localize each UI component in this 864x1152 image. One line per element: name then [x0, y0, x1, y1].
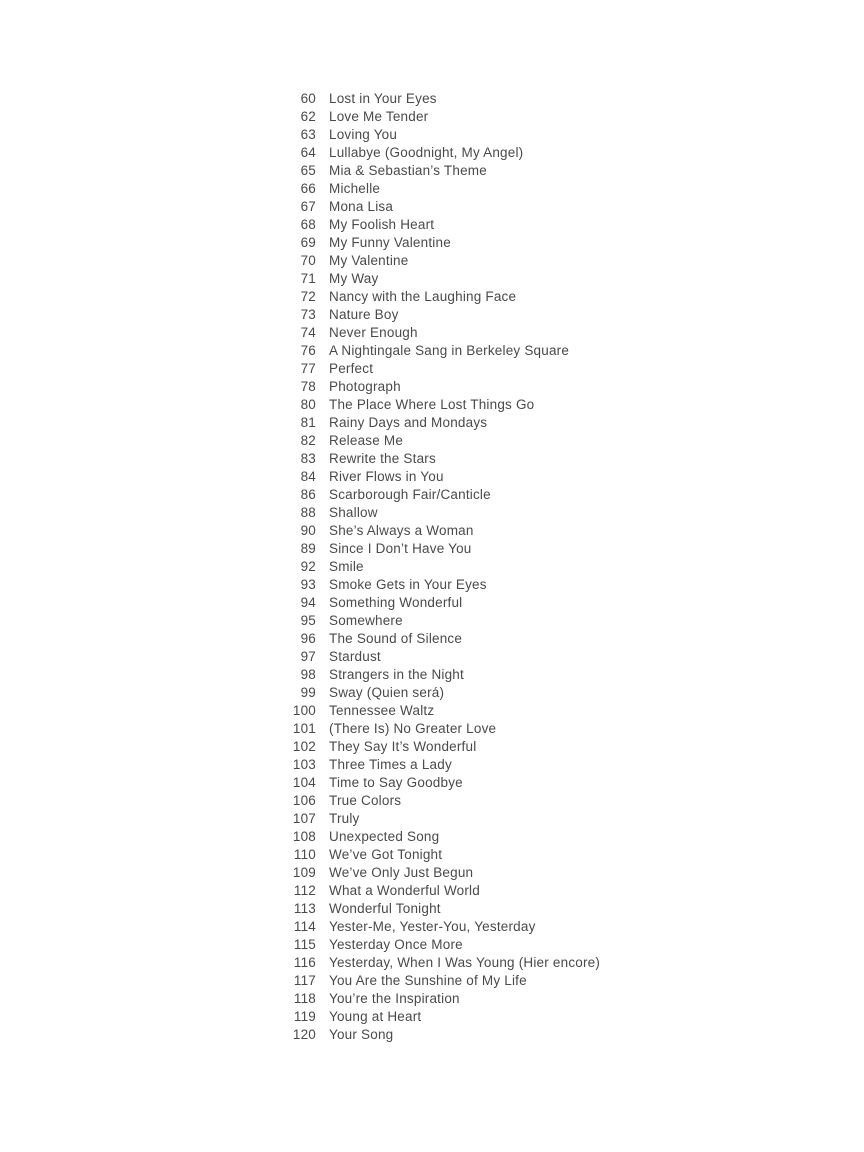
page-number: 62	[300, 109, 316, 124]
song-title: Love Me Tender	[329, 109, 429, 124]
toc-row	[284, 702, 600, 720]
page-number: 82	[300, 433, 316, 448]
toc-row	[284, 450, 600, 468]
song-title: Strangers in the Night	[329, 667, 464, 682]
page-number: 90	[300, 523, 316, 538]
toc-row	[284, 882, 600, 900]
page-number: 104	[292, 775, 316, 790]
song-title: Wonderful Tonight	[329, 901, 441, 916]
song-title: Michelle	[329, 181, 381, 196]
song-title: Three Times a Lady	[329, 757, 452, 772]
page-number: 77	[300, 361, 316, 376]
page-number: 110	[293, 847, 316, 862]
page-number: 84	[300, 469, 316, 484]
song-title: We’ve Got Tonight	[329, 847, 443, 862]
toc-row	[284, 990, 600, 1008]
toc-row	[284, 612, 600, 630]
page-number: 94	[300, 595, 316, 610]
song-title: They Say It’s Wonderful	[329, 739, 477, 754]
page-number: 76	[300, 343, 316, 358]
toc-row	[284, 288, 600, 306]
song-title: Tennessee Waltz	[329, 703, 435, 718]
toc-row	[284, 864, 600, 882]
toc-row	[284, 648, 600, 666]
song-title: My Way	[329, 271, 379, 286]
page-number: 69	[300, 235, 316, 250]
toc-row	[284, 936, 600, 954]
toc-row	[284, 306, 600, 324]
page-number: 103	[292, 757, 316, 772]
song-title: Mia & Sebastian’s Theme	[329, 163, 487, 178]
song-title: Smile	[329, 559, 364, 574]
page-number: 93	[300, 577, 316, 592]
page-number: 63	[300, 127, 316, 142]
song-title: A Nightingale Sang in Berkeley Square	[329, 343, 570, 358]
toc-row	[284, 324, 600, 342]
page-number: 119	[293, 1009, 316, 1024]
toc-row	[284, 108, 600, 126]
page-number: 106	[292, 793, 316, 808]
toc-row	[284, 414, 600, 432]
page-number: 86	[300, 487, 316, 502]
page-number: 102	[292, 739, 316, 754]
page-number: 60	[300, 91, 316, 106]
song-title: Sway (Quien será)	[329, 685, 445, 700]
song-title: You’re the Inspiration	[329, 991, 460, 1006]
toc-row	[284, 144, 600, 162]
toc-row	[284, 378, 600, 396]
page-number: 117	[293, 973, 316, 988]
toc-row	[284, 684, 600, 702]
page-number: 112	[293, 883, 316, 898]
toc-row	[284, 126, 600, 144]
toc-row	[284, 558, 600, 576]
song-title: Lost in Your Eyes	[329, 91, 437, 106]
toc-row	[284, 756, 600, 774]
song-title: Stardust	[329, 649, 381, 664]
song-title: Perfect	[329, 361, 374, 376]
page-number: 73	[300, 307, 316, 322]
toc-row	[284, 540, 600, 558]
toc-row	[284, 1008, 600, 1026]
song-title: Something Wonderful	[329, 595, 463, 610]
page-number: 67	[300, 199, 316, 214]
page-number: 88	[300, 505, 316, 520]
toc-row	[284, 468, 600, 486]
song-title: Somewhere	[329, 613, 403, 628]
song-title: Loving You	[329, 127, 398, 142]
toc-row	[284, 522, 600, 540]
toc-row	[284, 216, 600, 234]
toc-row	[284, 486, 600, 504]
song-title: We’ve Only Just Begun	[329, 865, 474, 880]
song-title: Rewrite the Stars	[329, 451, 436, 466]
toc-row	[284, 828, 600, 846]
page-number: 83	[300, 451, 316, 466]
song-title: Lullabye (Goodnight, My Angel)	[329, 145, 524, 160]
song-title: Truly	[329, 811, 360, 826]
page-number: 109	[292, 865, 316, 880]
song-title: Since I Don’t Have You	[329, 541, 472, 556]
song-title: Shallow	[329, 505, 378, 520]
toc-row	[284, 576, 600, 594]
toc-row	[284, 594, 600, 612]
toc-row	[284, 666, 600, 684]
toc-row	[284, 846, 600, 864]
toc-row	[284, 630, 600, 648]
page-number: 74	[300, 325, 316, 340]
song-title: My Foolish Heart	[329, 217, 435, 232]
page-number: 101	[292, 721, 316, 736]
song-title: My Valentine	[329, 253, 409, 268]
page-number: 96	[300, 631, 316, 646]
toc-row	[284, 954, 600, 972]
song-title: My Funny Valentine	[329, 235, 451, 250]
toc-row	[284, 180, 600, 198]
toc-row	[284, 504, 600, 522]
toc-row	[284, 720, 600, 738]
song-title: Yester-Me, Yester-You, Yesterday	[329, 919, 536, 934]
toc-row	[284, 432, 600, 450]
toc-row	[284, 198, 600, 216]
toc-row	[284, 972, 600, 990]
page-number: 100	[292, 703, 316, 718]
song-title: Unexpected Song	[329, 829, 440, 844]
page-number: 80	[300, 397, 316, 412]
toc-row	[284, 360, 600, 378]
song-title: Yesterday Once More	[329, 937, 463, 952]
page-number: 70	[300, 253, 316, 268]
song-title: Nature Boy	[329, 307, 399, 322]
song-title: Time to Say Goodbye	[329, 775, 463, 790]
song-title: Nancy with the Laughing Face	[329, 289, 517, 304]
song-title: Mona Lisa	[329, 199, 394, 214]
song-title: Photograph	[329, 379, 401, 394]
song-title: Your Song	[329, 1027, 394, 1042]
song-title: Release Me	[329, 433, 404, 448]
song-index-list	[284, 90, 600, 1044]
toc-row	[284, 792, 600, 810]
page-number: 116	[293, 955, 316, 970]
toc-row	[284, 270, 600, 288]
song-title: Scarborough Fair/Canticle	[329, 487, 491, 502]
song-title: The Place Where Lost Things Go	[329, 397, 535, 412]
toc-row	[284, 774, 600, 792]
song-title: True Colors	[329, 793, 402, 808]
toc-row	[284, 90, 600, 108]
page-number: 72	[300, 289, 316, 304]
toc-row	[284, 900, 600, 918]
page-number: 64	[300, 145, 316, 160]
song-title: Rainy Days and Mondays	[329, 415, 488, 430]
song-title: The Sound of Silence	[329, 631, 463, 646]
page-number: 66	[300, 181, 316, 196]
song-title: Young at Heart	[329, 1009, 422, 1024]
song-title: What a Wonderful World	[329, 883, 480, 898]
toc-row	[284, 234, 600, 252]
page-number: 107	[292, 811, 316, 826]
song-title: You Are the Sunshine of My Life	[329, 973, 527, 988]
page-number: 98	[300, 667, 316, 682]
toc-row	[284, 252, 600, 270]
page-number: 99	[300, 685, 316, 700]
page-number: 68	[300, 217, 316, 232]
page-number: 113	[293, 901, 316, 916]
song-title: Never Enough	[329, 325, 418, 340]
toc-row	[284, 810, 600, 828]
song-title: (There Is) No Greater Love	[329, 721, 497, 736]
page-number: 120	[292, 1027, 316, 1042]
page-number: 81	[300, 415, 316, 430]
toc-row	[284, 162, 600, 180]
page-number: 92	[300, 559, 316, 574]
page-number: 118	[293, 991, 316, 1006]
page-number: 95	[300, 613, 316, 628]
page-number: 115	[293, 937, 316, 952]
page-number: 108	[292, 829, 316, 844]
page-number: 78	[300, 379, 316, 394]
toc-row	[284, 1026, 600, 1044]
toc-row	[284, 342, 600, 360]
toc-row	[284, 918, 600, 936]
song-title: Smoke Gets in Your Eyes	[329, 577, 487, 592]
page-number: 65	[300, 163, 316, 178]
page-number: 97	[300, 649, 316, 664]
page-number: 71	[300, 271, 316, 286]
toc-row	[284, 738, 600, 756]
page-number: 114	[293, 919, 316, 934]
song-title: River Flows in You	[329, 469, 444, 484]
song-title: Yesterday, When I Was Young (Hier encore)	[329, 955, 601, 970]
song-title: She’s Always a Woman	[329, 523, 474, 538]
page-number: 89	[300, 541, 316, 556]
toc-row	[284, 396, 600, 414]
